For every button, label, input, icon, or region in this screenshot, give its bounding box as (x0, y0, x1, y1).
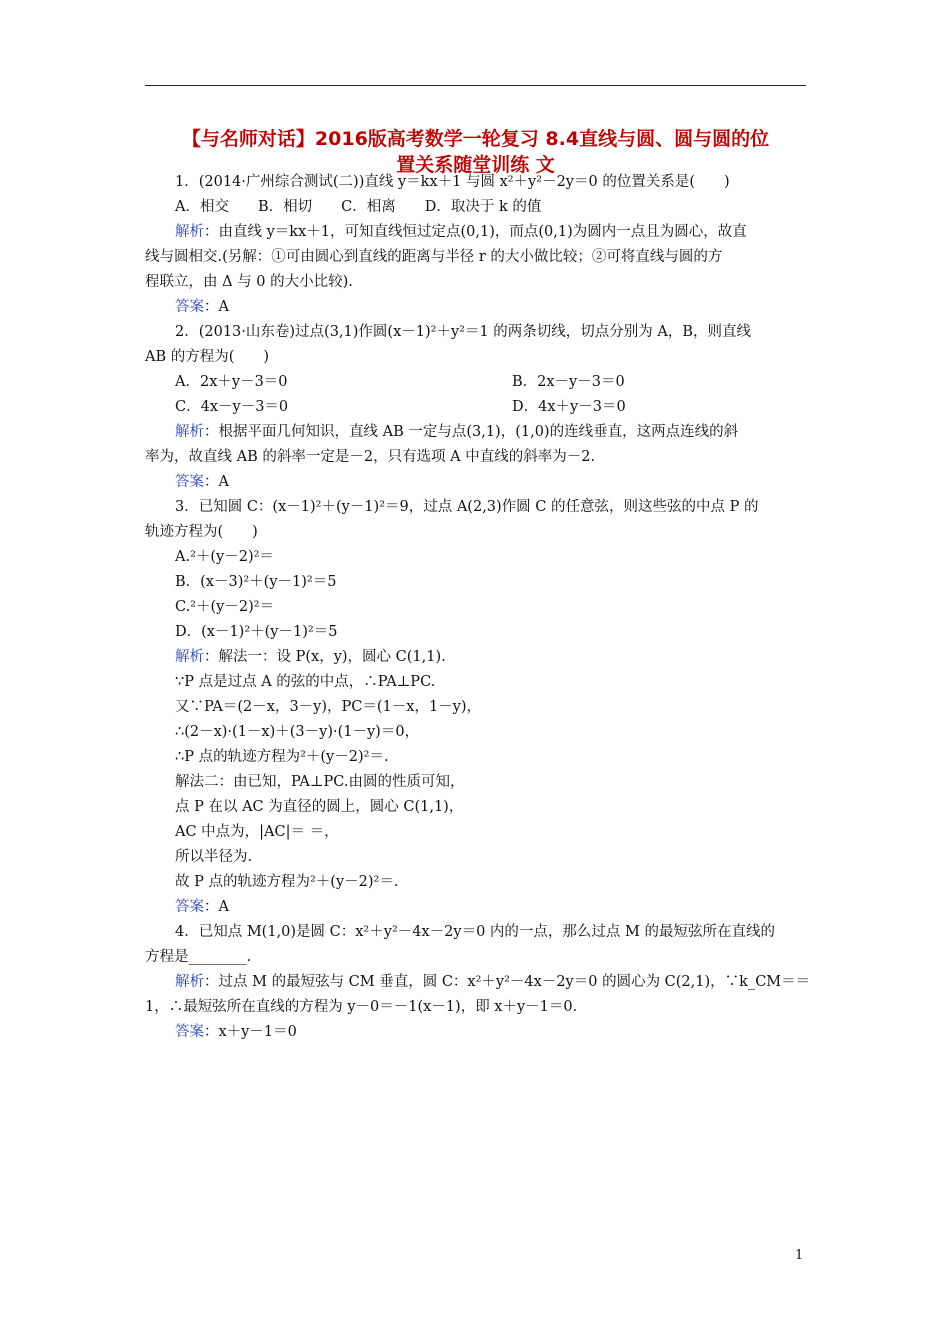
title-line-1: 【与名师对话】2016版高考数学一轮复习 8.4直线与圆、圆与圆的位 (181, 128, 770, 150)
q1-solution-line: 线与圆相交.(另解：①可由圆心到直线的距离与半径 r 的大小做比较；②可将直线与圆的方 (145, 249, 723, 265)
page-number: 1 (795, 1248, 804, 1263)
q3-solution-line: 又∵PA＝(2－x，3－y)，PC＝(1－x，1－y)， (175, 699, 482, 715)
q2-stem: AB 的方程为( ) (145, 349, 270, 365)
answer-label: 答案 (175, 1024, 204, 1040)
answer-label: 答案 (175, 299, 204, 315)
q2-option-b: B．2x－y－3＝0 (512, 374, 625, 390)
q2-stem: 2．(2013·山东卷)过点(3,1)作圆(x－1)²＋y²＝1 的两条切线，切点分别为 A，B，则直线 (175, 324, 752, 340)
title-line-2: 置关系随堂训练 文 (396, 154, 555, 176)
q2-options-row (145, 395, 810, 420)
q3-option: D．(x－1)²＋(y－1)²＝5 (175, 624, 338, 640)
q2-solution-line: 解析：根据平面几何知识，直线 AB 一定与点(3,1)，(1,0)的连线垂直，这两点连线的斜 (175, 424, 739, 440)
q4-solution-line: 解析：过点 M 的最短弦与 CM 垂直，圆 C：x²＋y²－4x－2y＝0 的圆心为 C(2,1)，∵k_CM＝＝ (175, 974, 811, 990)
solution-label: 解析 (175, 224, 204, 240)
q4-answer: 答案：x＋y－1＝0 (175, 1024, 297, 1040)
q2-options-row (145, 370, 810, 395)
q3-solution-line: ∵P 点是过点 A 的弦的中点，∴PA⊥PC. (175, 674, 436, 690)
q3-option: C.²＋(y－2)²＝ (175, 599, 275, 615)
q3-option: A.²＋(y－2)²＝ (175, 549, 274, 565)
q4-stem: 4．已知点 M(1,0)是圆 C：x²＋y²－4x－2y＝0 内的一点，那么过点 M 的最短弦所在直线的 (175, 924, 775, 940)
q4-stem: 方程是________. (145, 949, 252, 965)
q3-solution-line: 故 P 点的轨迹方程为²＋(y－2)²＝. (175, 874, 399, 890)
q1-options: A．相交 B．相切 C．相离 D．取决于 k 的值 (175, 199, 542, 215)
q2-answer: 答案：A (175, 474, 229, 490)
q3-option: B．(x－3)²＋(y－1)²＝5 (175, 574, 337, 590)
q1-solution-line: 解析：由直线 y＝kx＋1，可知直线恒过定点(0,1)，而点(0,1)为圆内一点且为圆心，故直 (175, 224, 747, 240)
q3-stem: 轨迹方程为( ) (145, 524, 258, 540)
q3-solution-line: ∴P 点的轨迹方程为²＋(y－2)²＝. (175, 749, 389, 765)
solution-label: 解析 (175, 424, 204, 440)
q1-solution-line: 程联立，由 Δ 与 0 的大小比较). (145, 274, 353, 290)
q3-solution-line: 解析：解法一：设 P(x，y)，圆心 C(1,1). (175, 649, 446, 665)
q3-solution-line: 点 P 在以 AC 为直径的圆上，圆心 C(1,1)， (175, 799, 464, 815)
document-body (145, 170, 810, 1045)
q1-answer: 答案：A (175, 299, 229, 315)
answer-label: 答案 (175, 474, 204, 490)
q2-option-d: D．4x＋y－3＝0 (512, 399, 626, 415)
solution-label: 解析 (175, 649, 204, 665)
q1-stem: 1．(2014·广州综合测试(二))直线 y＝kx＋1 与圆 x²＋y²－2y＝0 的位置关系是( ) (175, 174, 730, 190)
q3-solution-line: 所以半径为. (175, 849, 253, 865)
q3-answer: 答案：A (175, 899, 229, 915)
q2-option-a: A．2x＋y－3＝0 (175, 374, 288, 390)
header-rule (145, 85, 806, 86)
q3-solution-line: ∴(2－x)·(1－x)＋(3－y)·(1－y)＝0， (175, 724, 420, 740)
solution-label: 解析 (175, 974, 204, 990)
q4-solution-line: 1，∴最短弦所在直线的方程为 y－0＝－1(x－1)，即 x＋y－1＝0. (145, 999, 578, 1015)
q3-solution-line: 解法二：由已知，PA⊥PC.由圆的性质可知， (175, 774, 465, 790)
q3-stem: 3．已知圆 C：(x－1)²＋(y－1)²＝9，过点 A(2,3)作圆 C 的任意弦，则这些弦的中点 P 的 (175, 499, 759, 515)
q2-option-c: C．4x－y－3＝0 (175, 399, 289, 415)
q3-solution-line: AC 中点为，|AC|＝ ＝， (175, 824, 339, 840)
q2-solution-line: 率为，故直线 AB 的斜率一定是－2，只有选项 A 中直线的斜率为－2. (145, 449, 596, 465)
answer-label: 答案 (175, 899, 204, 915)
